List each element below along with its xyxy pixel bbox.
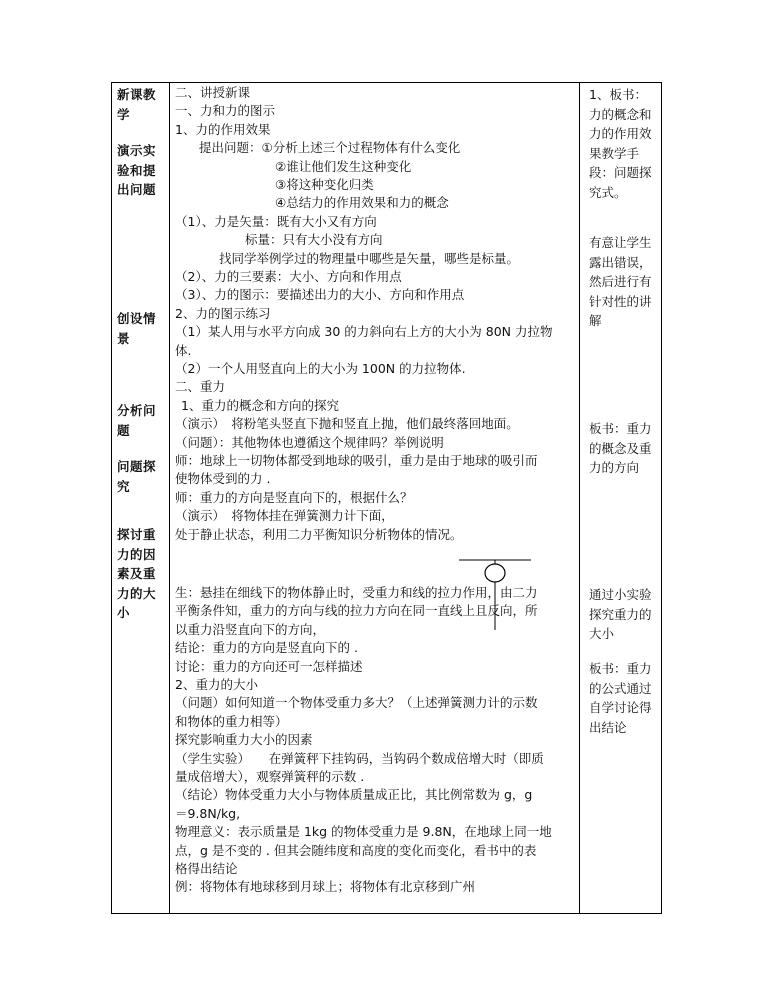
content-line: （演示） 将粉笔头竖直下抛和竖直上抛，他们最终落回地面。 — [175, 416, 519, 432]
content-line: （1）、力是矢量：既有大小又有方向 — [175, 213, 377, 229]
content-line: ＝9.8N/kg, — [175, 805, 241, 821]
content-line: 物理意义：表示质量是 1kg 的物体受重力是 9.8N，在地球上同一地 — [175, 824, 552, 840]
stage-label: 探讨重力的因素及重力的大小 — [117, 527, 157, 620]
stage-label: 演示实验和提出问题 — [117, 143, 157, 197]
content-line: （问题）如何知道一个物体受重力多大？（上述弹簧测力计的示数 — [175, 695, 538, 711]
column-divider-left — [169, 83, 170, 913]
content-line: 例：将物体有地球移到月球上；将物体有北京移到广州 — [175, 879, 476, 895]
content-line: 1、力的作用效果 — [175, 121, 271, 137]
stage-label: 创设情景 — [117, 311, 157, 346]
stage-label: 问题探究 — [117, 459, 157, 494]
teaching-note: 板书：重力的公式通过自学讨论得出结论 — [589, 661, 652, 735]
content-line: 师：地球上一切物体都受到地球的吸引，重力是由于地球的吸引而 — [175, 453, 538, 468]
content-line: （2）、力的三要素：大小、方向和作用点 — [175, 269, 402, 284]
content-line: （结论）物体受重力大小与物体质量成正比，其比例常数为 g，g — [175, 787, 533, 803]
content-line: （问题）：其他物体也遵循这个规律吗？举例说明 — [175, 434, 444, 450]
content-line: 2、力的图示练习 — [175, 305, 271, 321]
hanging-ring — [485, 564, 505, 582]
content-line: 2、重力的大小 — [175, 677, 258, 692]
content-line: 提出问题：①分析上述三个过程物体有什么变化 — [199, 140, 461, 156]
content-line: ③将这种变化归类 — [275, 177, 374, 192]
content-line: （演示） 将物体挂在弹簧测力计下面， — [175, 508, 394, 524]
content-line: 探究影响重力大小的因素 — [175, 732, 313, 748]
content-line: 结论：重力的方向是竖直向下的 . — [175, 640, 358, 656]
lesson-plan-table — [111, 82, 662, 914]
column-divider-right — [579, 83, 580, 913]
content-line: 和物体的重力相等） — [175, 713, 288, 729]
content-line: （2）一个人用竖直向上的大小为 100N 的力拉物体. — [175, 361, 466, 376]
content-line: （学生实验） 在弹簧秤下挂钩码，当钩码个数成倍增大时（即质 — [175, 750, 544, 766]
content-line: 格得出结论 — [175, 861, 238, 876]
content-line: 二、讲授新课 — [175, 85, 251, 100]
content-line: 1、重力的概念和方向的探究 — [181, 397, 339, 413]
content-line: 以重力沿竖直向下的方向， — [175, 621, 326, 637]
content-line: 使物体受到的力 . — [175, 471, 271, 487]
content-line: （1）某人用与水平方向成 30 的力斜向右上方的大小为 80N 力拉物 — [175, 324, 553, 340]
content-line: 标量：只有大小没有方向 — [245, 232, 383, 248]
stage-label: 新课教学 — [117, 87, 157, 122]
teaching-note: 有意让学生露出错误，然后进行有针对性的讲解 — [589, 235, 652, 328]
teaching-note: 1、板书：力的概念和力的作用效果教学手段：问题探究式。 — [589, 87, 652, 200]
content-line: 讨论：重力的方向还可一怎样描述 — [175, 658, 363, 674]
content-line: 一、力和力的图示 — [175, 103, 276, 119]
content-line: 找同学举例学过的物理量中哪些是矢量，哪些是标量。 — [219, 250, 520, 266]
teaching-note: 通过小实验探究重力的大小 — [589, 587, 652, 641]
content-line: 生：悬挂在细线下的物体静止时，受重力和线的拉力作用，由二力 — [175, 585, 538, 600]
content-line: 二、重力 — [175, 379, 226, 395]
content-line: 点，g 是不变的 . 但其会随纬度和高度的变化而变化，看书中的表 — [175, 842, 537, 858]
content-line: 处于静止状态，利用二力平衡知识分析物体的情况。 — [175, 526, 463, 542]
stage-label: 分析问题 — [117, 403, 157, 438]
content-line: （3）、力的图示：要描述出力的大小、方向和作用点 — [175, 287, 465, 303]
teaching-note: 板书：重力的概念及重力的方向 — [589, 421, 652, 475]
content-line: ②谁让他们发生这种变化 — [275, 158, 412, 174]
content-line: ④总结力的作用效果和力的概念 — [275, 195, 449, 211]
content-line: 体. — [175, 342, 192, 358]
content-line: 平衡条件知，重力的方向与线的拉力方向在同一直线上且反向，所 — [175, 603, 538, 619]
content-line: 师：重力的方向是竖直向下的，根据什么？ — [175, 489, 413, 505]
content-line: 量成倍增大），观察弹簧秤的示数 . — [175, 769, 365, 784]
